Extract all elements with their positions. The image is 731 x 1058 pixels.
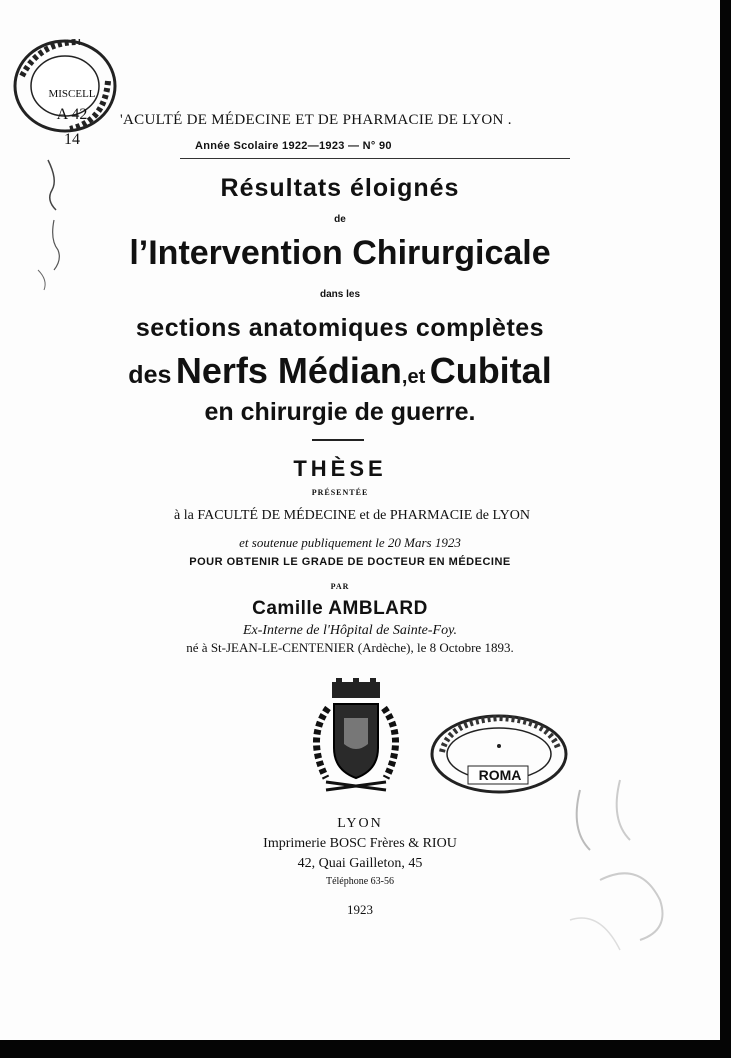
- stamp-shelf-number: 14: [64, 131, 80, 148]
- author-name: Camille AMBLARD: [252, 598, 428, 619]
- publisher-address: 42, Quai Gailleton, 45: [297, 856, 423, 871]
- title-connector-dans: dans les: [319, 289, 361, 300]
- author-birth: né à St-JEAN-LE-CENTENIER (Ardèche), le 8 Octobre 1893.: [186, 640, 514, 655]
- oval-stamp-icon: [428, 712, 570, 796]
- school-year: Année Scolaire 1922—1923 — N° 90: [195, 140, 392, 152]
- scan-border-right: [720, 0, 731, 1058]
- title-line-1: Résultats éloignés: [220, 174, 460, 202]
- header-divider: [180, 158, 570, 159]
- scan-border-bottom: [0, 1040, 731, 1058]
- title-line-4: [0, 350, 680, 392]
- thesis-faculty: à la FACULTÉ DE MÉDECINE et de PHARMACIE de LYON: [174, 508, 530, 523]
- author-title: Ex-Interne de l'Hôpital de Sainte-Foy.: [242, 623, 458, 638]
- publication-year: 1923: [347, 902, 373, 917]
- title-nerfs-median: Nerfs Médian: [175, 350, 402, 391]
- stamp-shelf-label: MISCELL: [48, 88, 96, 100]
- publisher-city: LYON: [337, 816, 383, 831]
- title-line-2: l’Intervention Chirurgicale: [129, 234, 551, 272]
- title-connector-de: de: [334, 214, 346, 225]
- thesis-label: THÈSE: [293, 456, 387, 481]
- thesis-presented: PRÉSENTÉE: [311, 488, 369, 497]
- title-line-3: sections anatomiques complètes: [135, 314, 545, 342]
- oval-stamp-roma: ROMA: [478, 767, 522, 783]
- library-stamp: [10, 36, 120, 148]
- publisher-printer: Imprimerie BOSC Frères & RIOU: [263, 836, 457, 851]
- title-cubital: Cubital: [429, 350, 552, 391]
- thesis-defended: et soutenue publiquement le 20 Mars 1923: [239, 535, 461, 550]
- thesis-by: PAR: [330, 582, 350, 591]
- thesis-degree: POUR OBTENIR LE GRADE DE DOCTEUR EN MÉDECINE: [189, 556, 511, 568]
- title-line-5: en chirurgie de guerre.: [204, 398, 476, 426]
- title-des: des: [128, 361, 172, 389]
- publisher-phone: Téléphone 63-56: [325, 876, 395, 887]
- coat-of-arms-icon: [296, 678, 416, 798]
- oval-library-stamp: [428, 712, 570, 796]
- margin-handwriting-icon: [18, 150, 78, 300]
- stamp-shelf-code: A 42: [56, 106, 88, 123]
- title-et: ,et: [401, 366, 426, 388]
- faculty-header: 'ACULTÉ DE MÉDECINE ET DE PHARMACIE DE LYON .: [120, 112, 512, 128]
- title-divider: [312, 439, 364, 441]
